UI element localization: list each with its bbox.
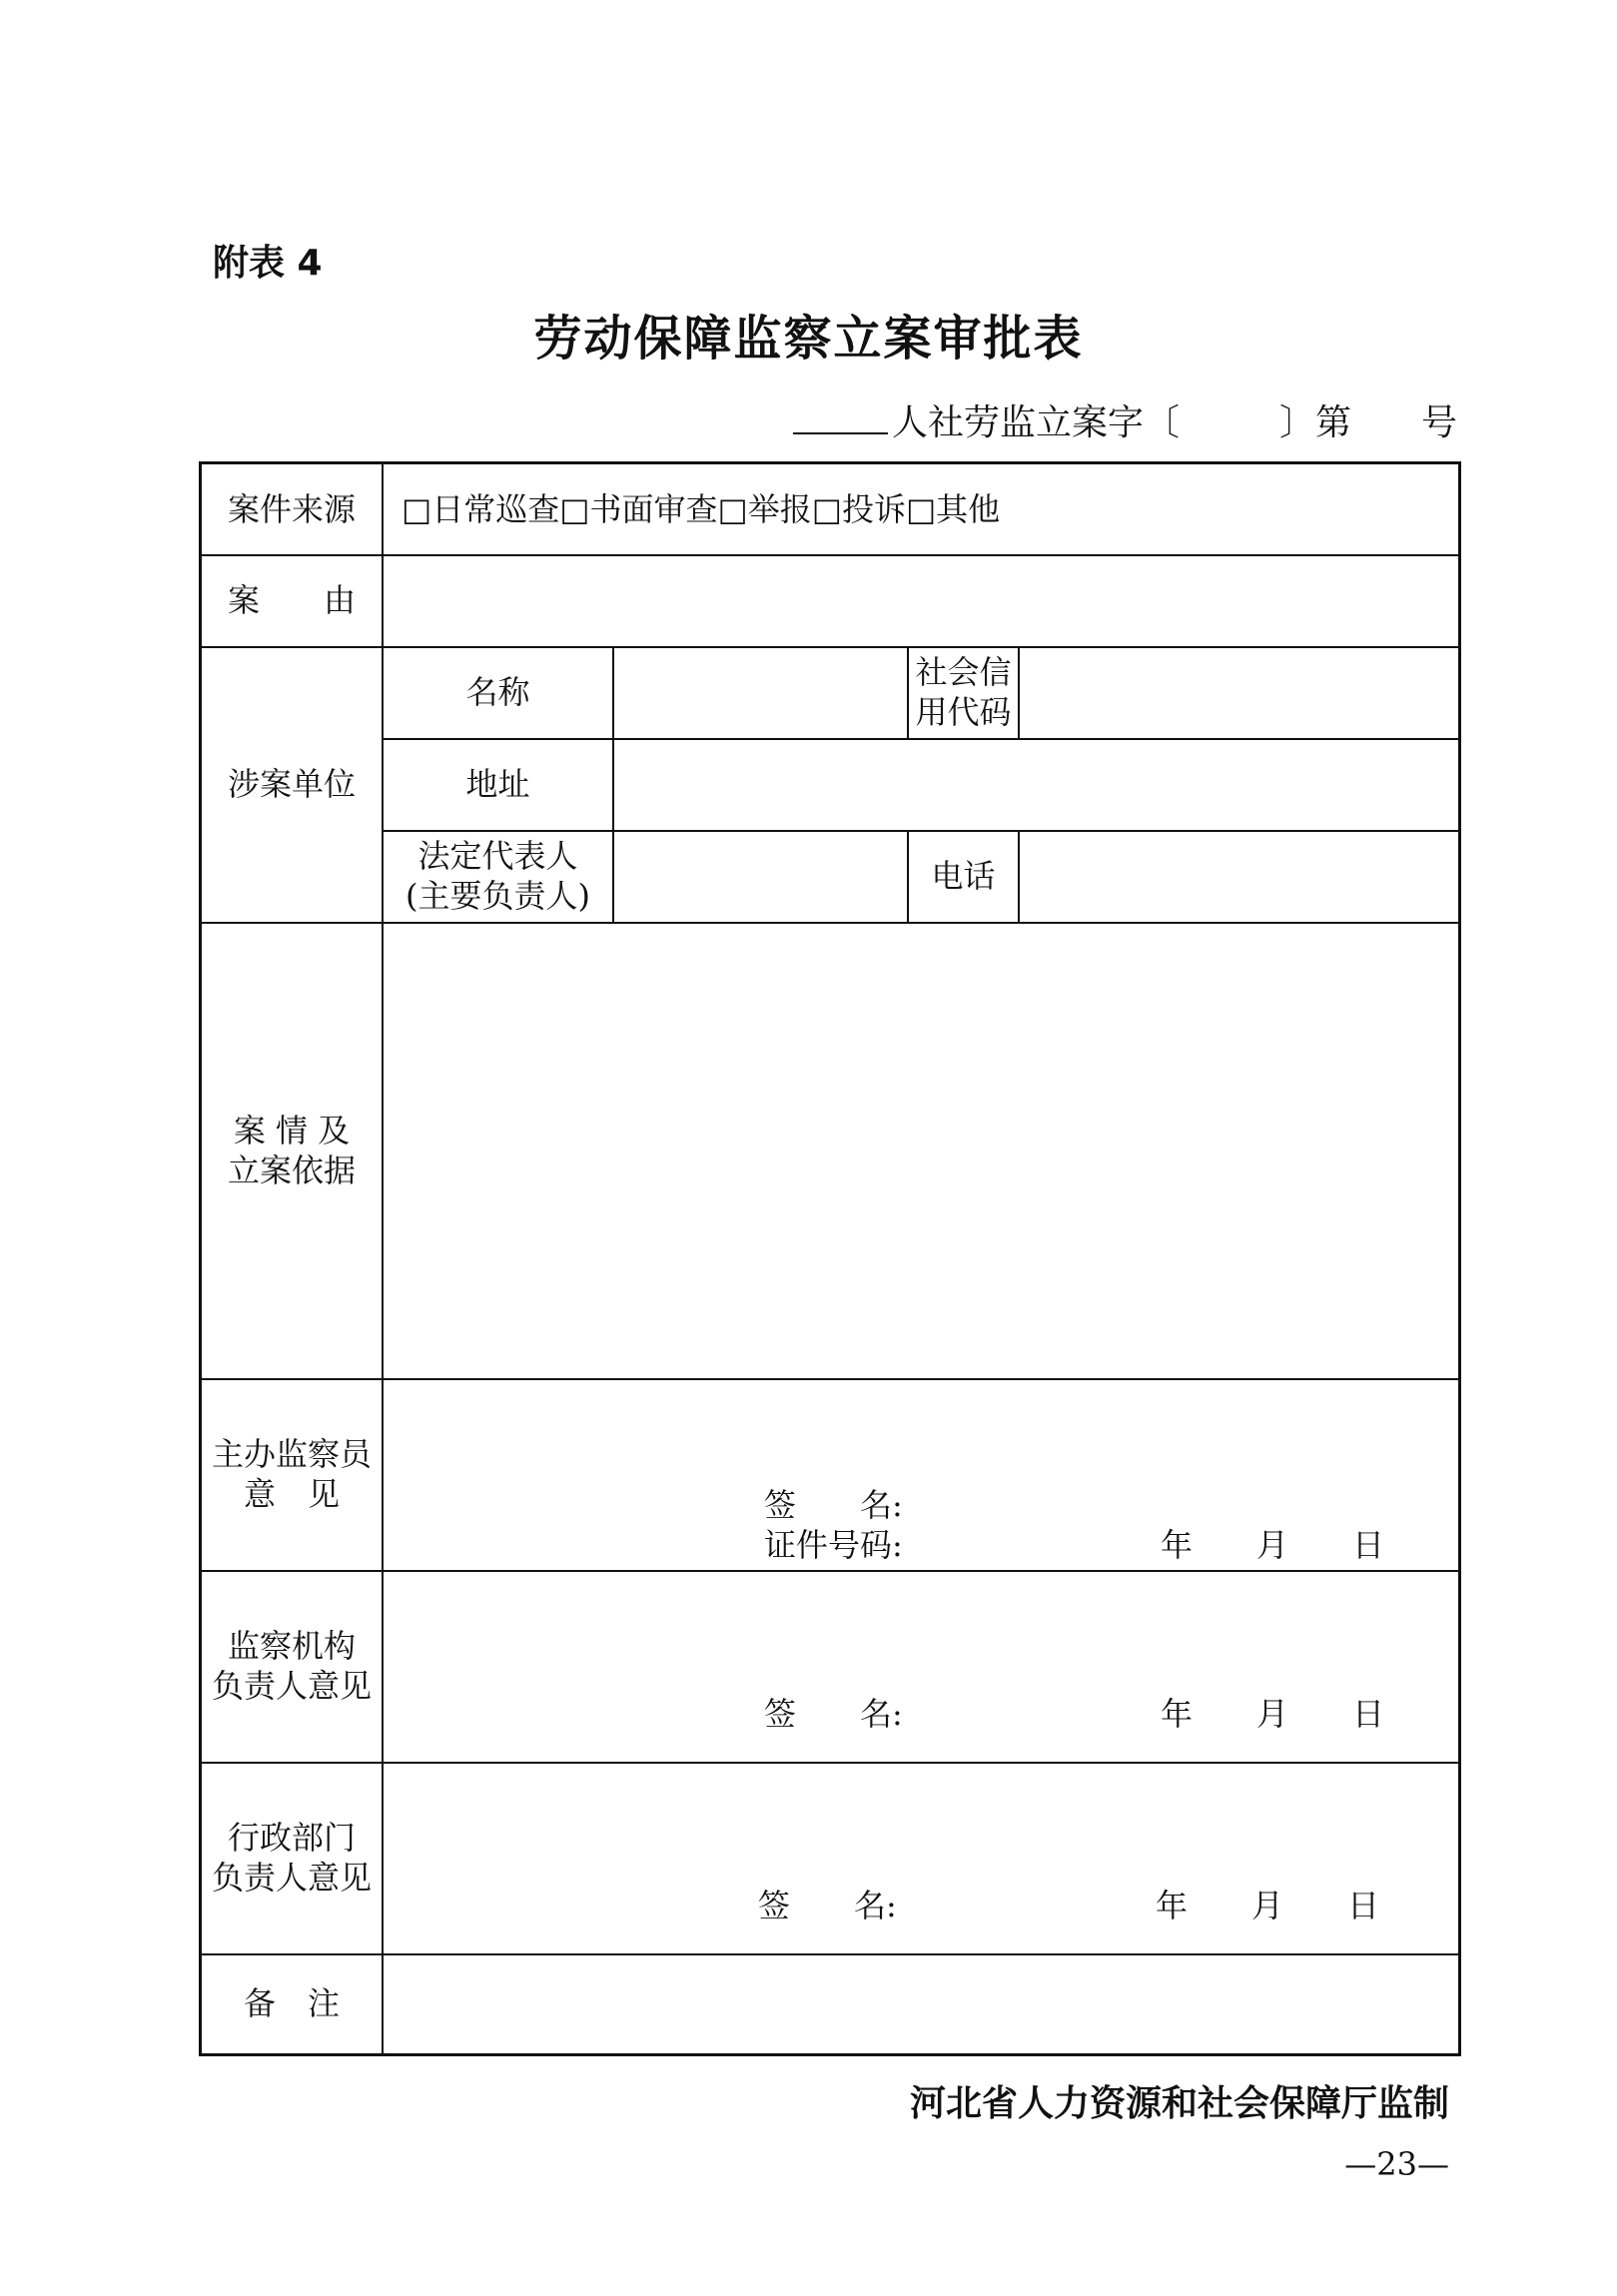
case-basis-label-line2: 立案依据 — [227, 1150, 356, 1189]
unit-address-label: 地址 — [465, 765, 530, 803]
case-cause-field[interactable] — [384, 554, 1458, 646]
admin-opinion-label-line2: 负责人意见 — [211, 1859, 372, 1897]
agency-opinion-label-line2: 负责人意见 — [211, 1667, 372, 1705]
issuing-organization: 河北省人力资源和社会保障厅监制 — [909, 2083, 1449, 2124]
legal-rep-label — [384, 830, 612, 922]
admin-opinion-field[interactable] — [384, 1764, 1458, 1874]
unit-address-field[interactable] — [614, 738, 1458, 830]
inspector-sign-label: 签 名: — [764, 1486, 903, 1524]
admin-date-label: 年 月 日 — [1156, 1887, 1380, 1924]
page-number: —23— — [1344, 2145, 1449, 2183]
unit-name-label: 名称 — [465, 673, 530, 711]
involved-unit-label: 涉案单位 — [227, 765, 356, 803]
unit-name-field[interactable] — [614, 646, 907, 738]
inspector-opinion-label-line1: 主办监察员 — [211, 1435, 372, 1473]
credit-code-label — [909, 646, 1018, 738]
legal-rep-field[interactable] — [614, 830, 907, 922]
remarks-field[interactable] — [384, 1955, 1458, 2053]
case-prefix-blank[interactable] — [793, 398, 888, 434]
agency-date-label: 年 月 日 — [1161, 1695, 1385, 1733]
inspector-cert-no-label: 证件号码: — [764, 1526, 903, 1564]
agency-opinion-label-line1: 监察机构 — [227, 1627, 356, 1665]
case-number-mid: 〕第 — [1278, 402, 1351, 443]
annex-label: 附表 4 — [213, 243, 323, 284]
case-number-prefix: 人社劳监立案字〔 — [891, 402, 1180, 443]
phone-field[interactable] — [1020, 830, 1458, 922]
document-title: 劳动保障监察立案审批表 — [533, 311, 1084, 367]
case-cause-label: 案 由 — [227, 581, 356, 619]
legal-rep-label-line2: (主要负责人) — [405, 877, 590, 915]
credit-code-label-line2: 用代码 — [915, 693, 1012, 731]
legal-rep-label-line1: 法定代表人 — [417, 837, 578, 875]
case-source-label: 案件来源 — [227, 490, 356, 528]
case-number-line — [793, 394, 1457, 445]
admin-opinion-label-line1: 行政部门 — [227, 1819, 356, 1857]
approval-form-table — [199, 461, 1461, 2056]
case-basis-label-line1: 案 情 及 — [233, 1111, 351, 1149]
remarks-label: 备 注 — [243, 1984, 340, 2022]
admin-sign-label: 签 名: — [758, 1887, 897, 1924]
case-source-options[interactable]: □日常巡查□书面审查□举报□投诉□其他 — [402, 490, 1001, 528]
agency-opinion-label — [202, 1570, 382, 1762]
inspector-opinion-field[interactable] — [384, 1380, 1458, 1480]
case-number-suffix: 号 — [1420, 402, 1457, 443]
inspector-opinion-label — [202, 1378, 382, 1570]
agency-opinion-field[interactable] — [384, 1572, 1458, 1682]
admin-opinion-label — [202, 1762, 382, 1953]
case-basis-label — [202, 922, 382, 1378]
credit-code-label-line1: 社会信 — [915, 653, 1012, 691]
case-basis-field[interactable] — [384, 922, 1458, 1378]
agency-sign-label: 签 名: — [764, 1695, 903, 1733]
inspector-opinion-label-line2: 意 见 — [243, 1475, 340, 1513]
inspector-date-label: 年 月 日 — [1161, 1526, 1385, 1564]
credit-code-field[interactable] — [1020, 646, 1458, 738]
phone-label: 电话 — [931, 857, 996, 895]
